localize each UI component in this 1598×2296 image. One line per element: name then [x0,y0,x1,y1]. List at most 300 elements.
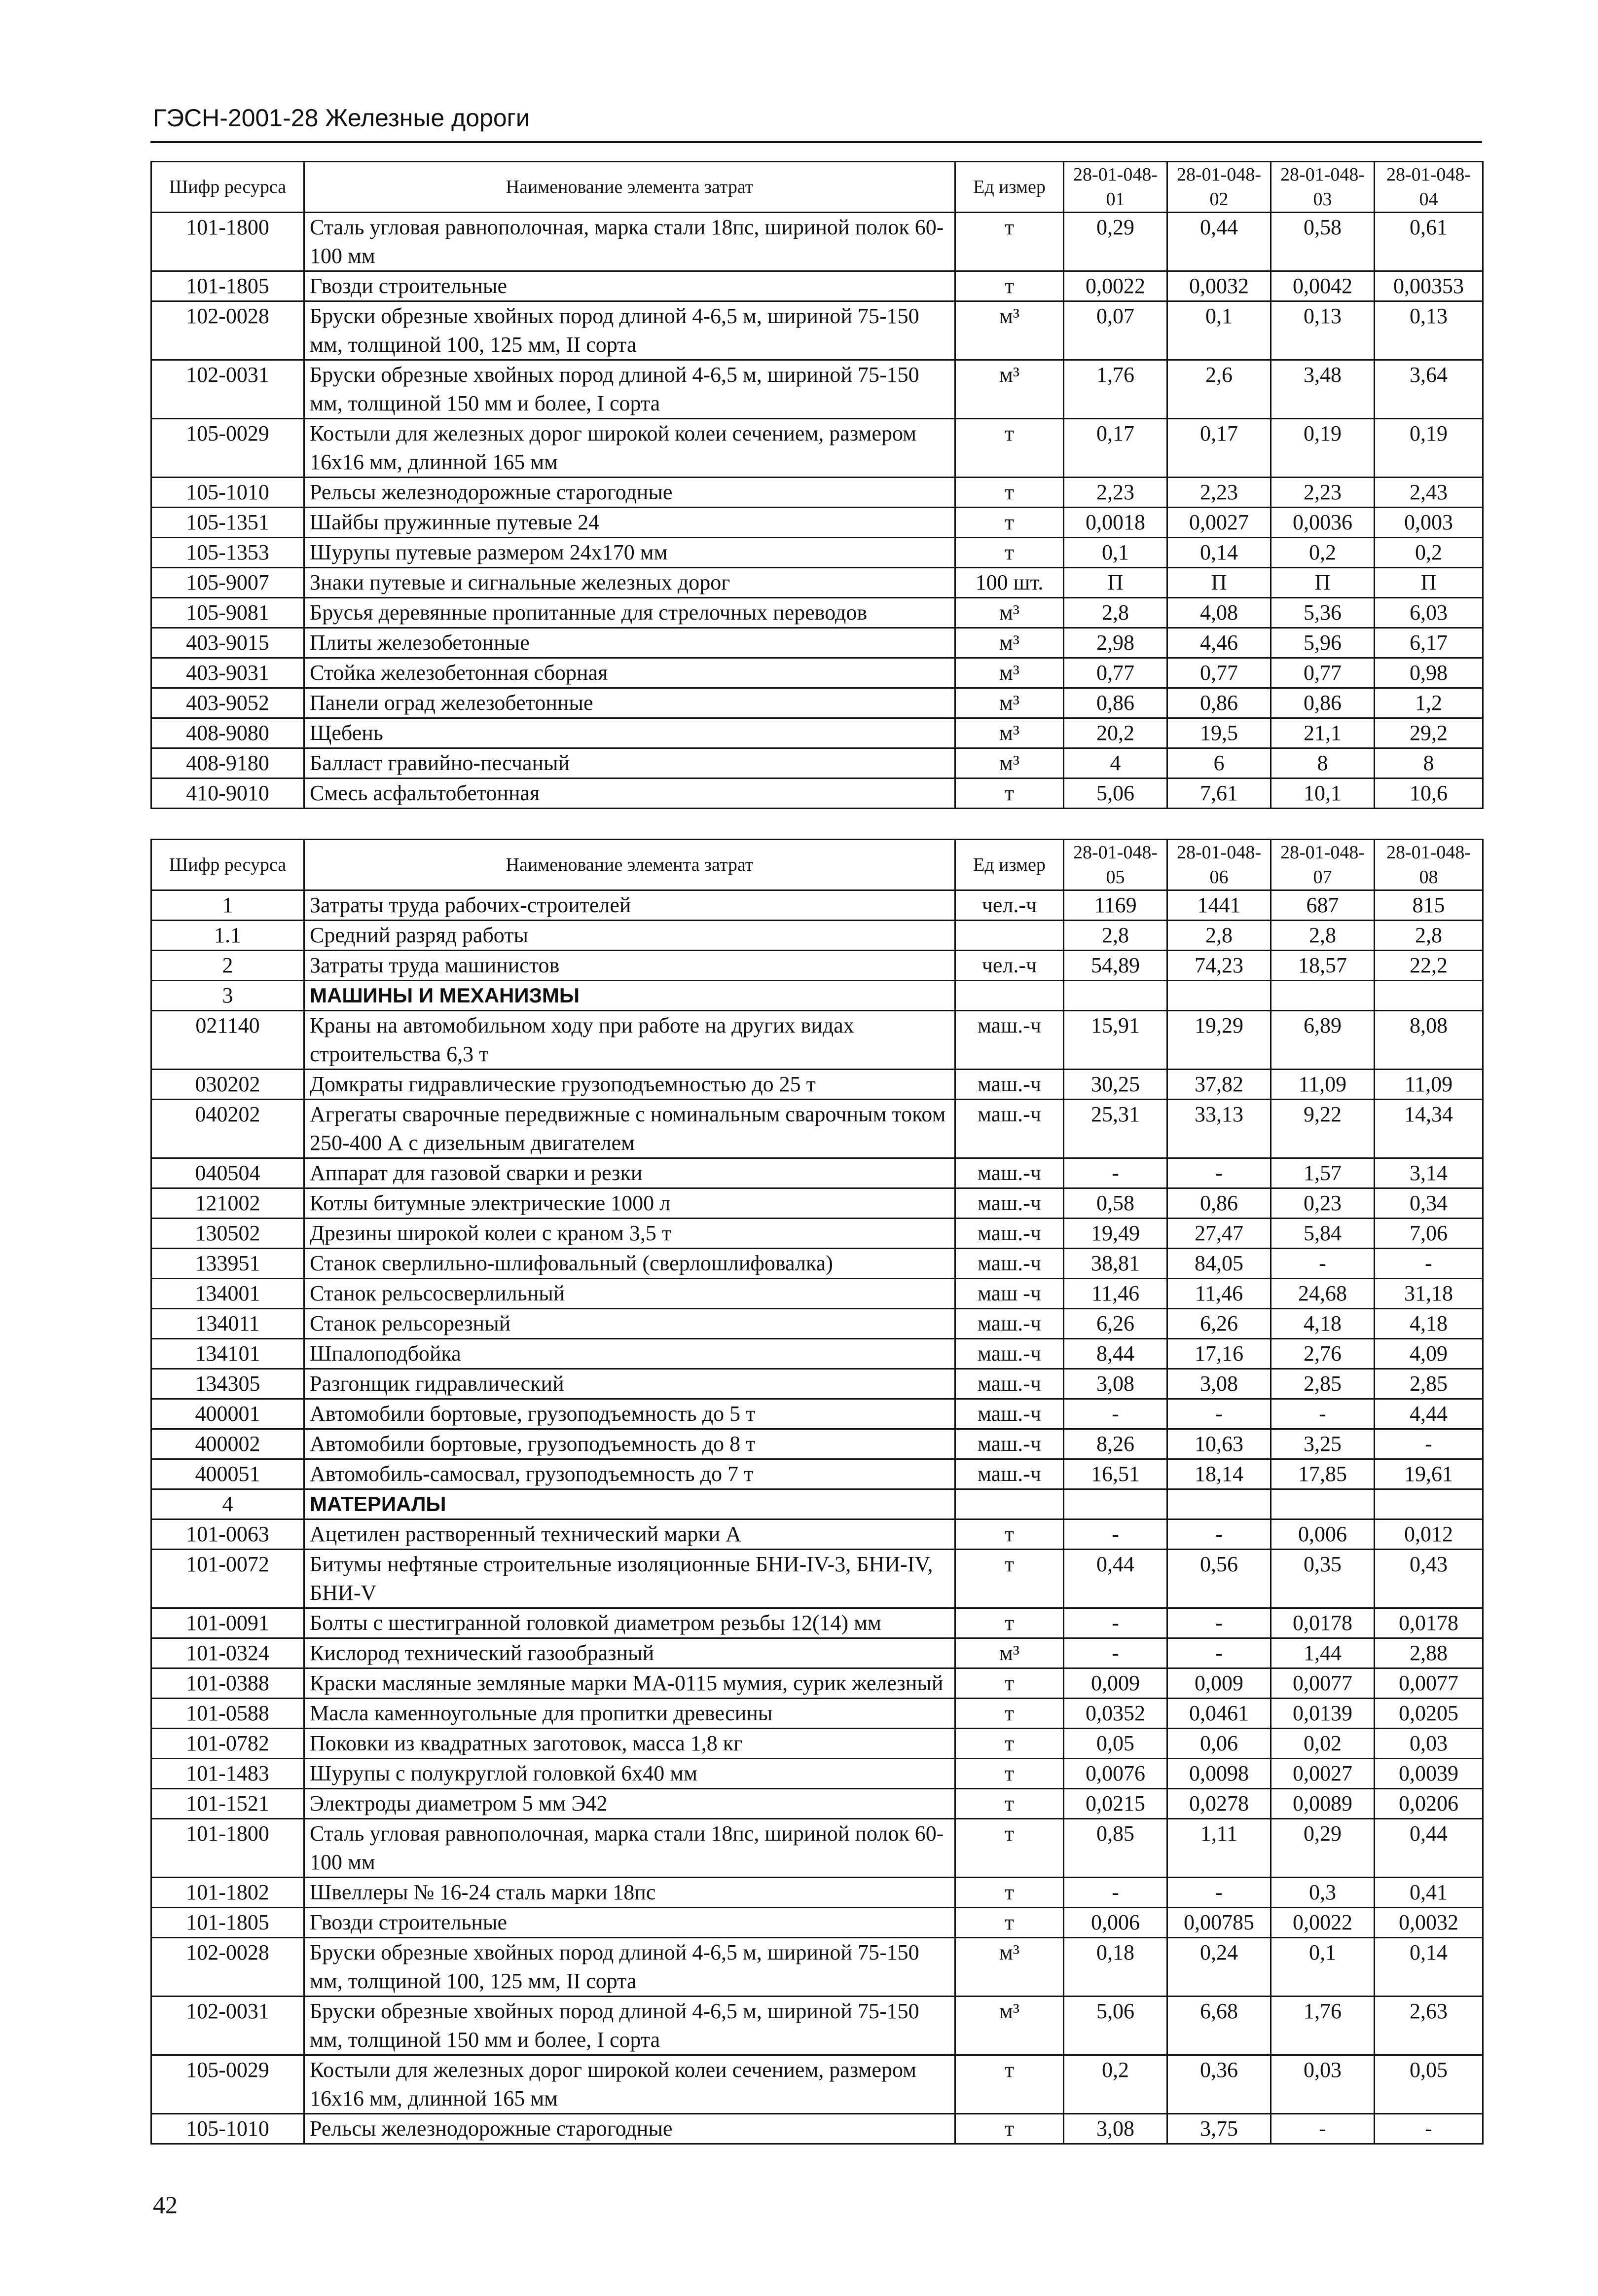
resource-table-2 [150,839,1484,2145]
value-cell: 0,0139 [1271,1699,1375,1729]
unit-cell: т [955,1759,1064,1789]
table-row [151,1249,1483,1279]
resource-code-cell: 040202 [151,1100,304,1158]
table-body [151,213,1483,809]
unit-cell: т [955,2114,1064,2144]
resource-code-cell: 4 [151,1489,304,1519]
resource-name-cell: Брусья деревянные пропитанные для стрелочных переводов [304,598,955,628]
value-cell: 16,51 [1064,1459,1167,1489]
value-cell: 10,6 [1375,778,1483,809]
resource-code-cell: 101-0072 [151,1550,304,1608]
resource-name-cell: МАШИНЫ И МЕХАНИЗМЫ [304,981,955,1011]
value-cell: 0,86 [1167,1188,1271,1219]
unit-cell: маш.-ч [955,1070,1064,1100]
table-row [151,1070,1483,1100]
value-cell: - [1167,1399,1271,1429]
resource-code-cell: 021140 [151,1011,304,1070]
resource-code-cell: 101-1800 [151,213,304,271]
value-cell: 0,00353 [1375,271,1483,301]
value-cell: 2,98 [1064,628,1167,658]
value-cell: 0,77 [1271,658,1375,688]
resource-code-cell: 040504 [151,1158,304,1188]
value-cell: 2,85 [1271,1369,1375,1399]
value-cell: - [1271,2114,1375,2144]
resource-code-cell: 101-0782 [151,1729,304,1759]
value-cell: 0,23 [1271,1188,1375,1219]
table-row [151,1938,1483,1997]
header-col-7: 28-01-048-07 [1271,840,1375,890]
unit-cell: т [955,2055,1064,2114]
value-cell: 0,1 [1271,1938,1375,1997]
value-cell: 0,34 [1375,1188,1483,1219]
value-cell: 0,77 [1167,658,1271,688]
value-cell: - [1375,1249,1483,1279]
value-cell: 0,35 [1271,1550,1375,1608]
value-cell: 0,00785 [1167,1908,1271,1938]
value-cell: 8,08 [1375,1011,1483,1070]
header-col-4: 28-01-048-04 [1375,162,1483,213]
resource-code-cell: 105-9081 [151,598,304,628]
resource-code-cell: 408-9080 [151,718,304,748]
value-cell: 84,05 [1167,1249,1271,1279]
value-cell: 0,05 [1375,2055,1483,2114]
value-cell: - [1167,1519,1271,1550]
value-cell: 38,81 [1064,1249,1167,1279]
value-cell: 18,57 [1271,951,1375,981]
value-cell: 687 [1271,890,1375,921]
value-cell: 0,14 [1167,538,1271,568]
resource-code-cell: 102-0031 [151,360,304,419]
value-cell: 5,36 [1271,598,1375,628]
value-cell [1375,981,1483,1011]
value-cell: 21,1 [1271,718,1375,748]
resource-name-cell: Станок рельсорезный [304,1309,955,1339]
value-cell: 0,2 [1064,2055,1167,2114]
unit-cell: т [955,538,1064,568]
value-cell: 10,63 [1167,1429,1271,1459]
value-cell: 0,0076 [1064,1759,1167,1789]
value-cell: 2,85 [1375,1369,1483,1399]
unit-cell: м³ [955,628,1064,658]
value-cell: 0,0027 [1167,508,1271,538]
resource-code-cell: 400002 [151,1429,304,1459]
value-cell: 1,76 [1271,1997,1375,2055]
value-cell: 6,68 [1167,1997,1271,2055]
value-cell: 19,5 [1167,718,1271,748]
value-cell: 3,25 [1271,1429,1375,1459]
value-cell: П [1167,568,1271,598]
value-cell: 29,2 [1375,718,1483,748]
value-cell: 0,009 [1167,1668,1271,1699]
table-row [151,1188,1483,1219]
value-cell: 0,0178 [1375,1608,1483,1638]
resource-name-cell: Кислород технический газообразный [304,1638,955,1668]
resource-name-cell: Бруски обрезные хвойных пород длиной 4-6,5 м, шириной 75-150 мм, толщиной 150 мм и более, I сорта [304,360,955,419]
value-cell: 19,29 [1167,1011,1271,1070]
value-cell: 2,63 [1375,1997,1483,2055]
value-cell: 9,22 [1271,1100,1375,1158]
table-row [151,1608,1483,1638]
value-cell: 0,36 [1167,2055,1271,2114]
resource-code-cell: 101-0388 [151,1668,304,1699]
table-row [151,1369,1483,1399]
resource-name-cell: Автомобили бортовые, грузоподъемность до 5 т [304,1399,955,1429]
resource-name-cell: Поковки из квадратных заготовок, масса 1,8 кг [304,1729,955,1759]
resource-code-cell: 134101 [151,1339,304,1369]
value-cell: 2,8 [1167,921,1271,951]
value-cell: 0,19 [1375,419,1483,478]
value-cell: 4,18 [1375,1309,1483,1339]
resource-name-cell: Масла каменноугольные для пропитки древесины [304,1699,955,1729]
value-cell: 0,44 [1167,213,1271,271]
resource-name-cell: Стойка железобетонная сборная [304,658,955,688]
value-cell: 5,06 [1064,778,1167,809]
value-cell: 0,0042 [1271,271,1375,301]
resource-name-cell: Краны на автомобильном ходу при работе на других видах строительства 6,3 т [304,1011,955,1070]
value-cell: - [1064,1399,1167,1429]
value-cell: - [1167,1878,1271,1908]
value-cell [1064,981,1167,1011]
resource-name-cell: Костыли для железных дорог широкой колеи сечением, размером 16х16 мм, длинной 165 мм [304,2055,955,2114]
value-cell: 19,61 [1375,1459,1483,1489]
resource-code-cell: 134011 [151,1309,304,1339]
value-cell: 0,05 [1064,1729,1167,1759]
resource-name-cell: Бруски обрезные хвойных пород длиной 4-6,5 м, шириной 75-150 мм, толщиной 100, 125 мм, II сорта [304,301,955,360]
resource-code-cell: 105-0029 [151,419,304,478]
table-row [151,213,1483,271]
table-row [151,1158,1483,1188]
unit-cell: 100 шт. [955,568,1064,598]
value-cell: 0,0089 [1271,1789,1375,1819]
value-cell: 2,88 [1375,1638,1483,1668]
value-cell [1271,981,1375,1011]
unit-cell: чел.-ч [955,951,1064,981]
resource-name-cell: Шурупы с полукруглой головкой 6х40 мм [304,1759,955,1789]
resource-code-cell: 105-0029 [151,2055,304,2114]
value-cell: 14,34 [1375,1100,1483,1158]
value-cell: 0,0352 [1064,1699,1167,1729]
value-cell: 0,009 [1064,1668,1167,1699]
unit-cell: маш.-ч [955,1399,1064,1429]
value-cell: 24,68 [1271,1279,1375,1309]
header-name: Наименование элемента затрат [304,840,955,890]
value-cell: 0,1 [1167,301,1271,360]
table-row [151,301,1483,360]
unit-cell: маш -ч [955,1279,1064,1309]
value-cell: 3,08 [1064,1369,1167,1399]
resource-name-cell: Рельсы железнодорожные старогодные [304,478,955,508]
value-cell: 1,2 [1375,688,1483,718]
table-row [151,2114,1483,2144]
value-cell: 0,0022 [1271,1908,1375,1938]
value-cell: 2,43 [1375,478,1483,508]
value-cell: 17,16 [1167,1339,1271,1369]
table-row [151,1219,1483,1249]
value-cell: 1,44 [1271,1638,1375,1668]
value-cell: 2,8 [1271,921,1375,951]
resource-name-cell: Котлы битумные электрические 1000 л [304,1188,955,1219]
table-row [151,658,1483,688]
value-cell: 4,46 [1167,628,1271,658]
value-cell: 0,0039 [1375,1759,1483,1789]
resource-code-cell: 2 [151,951,304,981]
unit-cell: т [955,478,1064,508]
resource-name-cell: Шпалоподбойка [304,1339,955,1369]
value-cell: 2,23 [1167,478,1271,508]
value-cell: 0,006 [1064,1908,1167,1938]
value-cell: 1441 [1167,890,1271,921]
unit-cell: т [955,508,1064,538]
table-row [151,508,1483,538]
value-cell: 0,44 [1064,1550,1167,1608]
resource-code-cell: 101-0324 [151,1638,304,1668]
table-row [151,1339,1483,1369]
value-cell: 0,0032 [1375,1908,1483,1938]
value-cell: 3,75 [1167,2114,1271,2144]
table-row [151,628,1483,658]
value-cell: 0,0077 [1375,1668,1483,1699]
header-rule [150,141,1482,143]
value-cell: 0,13 [1375,301,1483,360]
resource-code-cell: 105-1010 [151,2114,304,2144]
resource-name-cell: Бруски обрезные хвойных пород длиной 4-6,5 м, шириной 75-150 мм, толщиной 150 мм и более, I сорта [304,1997,955,2055]
resource-code-cell: 101-0588 [151,1699,304,1729]
value-cell [1064,1489,1167,1519]
value-cell: 5,96 [1271,628,1375,658]
table-row [151,890,1483,921]
resource-name-cell: Затраты труда рабочих-строителей [304,890,955,921]
value-cell: 2,8 [1064,598,1167,628]
value-cell: 2,6 [1167,360,1271,419]
resource-code-cell: 102-0031 [151,1997,304,2055]
resource-name-cell: Аппарат для газовой сварки и резки [304,1158,955,1188]
resource-code-cell: 403-9015 [151,628,304,658]
unit-cell: маш.-ч [955,1339,1064,1369]
value-cell: 2,8 [1064,921,1167,951]
table-row [151,568,1483,598]
value-cell: 0,0036 [1271,508,1375,538]
unit-cell: т [955,1550,1064,1608]
table-row [151,419,1483,478]
resource-code-cell: 403-9052 [151,688,304,718]
resource-code-cell: 101-1805 [151,271,304,301]
value-cell: 3,48 [1271,360,1375,419]
resource-name-cell: Битумы нефтяные строительные изоляционные БНИ-IV-3, БНИ-IV, БНИ-V [304,1550,955,1608]
value-cell: 0,2 [1375,538,1483,568]
value-cell: 4,09 [1375,1339,1483,1369]
value-cell: 0,03 [1375,1729,1483,1759]
resource-name-cell: Рельсы железнодорожные старогодные [304,2114,955,2144]
header-row [151,840,1483,890]
table-row [151,1489,1483,1519]
value-cell: 25,31 [1064,1100,1167,1158]
resource-name-cell: Бруски обрезные хвойных пород длиной 4-6,5 м, шириной 75-150 мм, толщиной 100, 125 мм, II сорта [304,1938,955,1997]
unit-cell: маш.-ч [955,1459,1064,1489]
header-col-8: 28-01-048-08 [1375,840,1483,890]
table-row [151,921,1483,951]
resource-code-cell: 130502 [151,1219,304,1249]
value-cell: 0,006 [1271,1519,1375,1550]
value-cell: 0,24 [1167,1938,1271,1997]
value-cell: 4 [1064,748,1167,778]
value-cell: - [1064,1608,1167,1638]
resource-name-cell: Ацетилен растворенный технический марки А [304,1519,955,1550]
table-row [151,688,1483,718]
resource-name-cell: Швеллеры № 16-24 сталь марки 18пс [304,1878,955,1908]
value-cell: 0,17 [1167,419,1271,478]
unit-cell: маш.-ч [955,1249,1064,1279]
resource-name-cell: Дрезины широкой колеи с краном 3,5 т [304,1219,955,1249]
value-cell: 11,46 [1064,1279,1167,1309]
resource-name-cell: Панели оград железобетонные [304,688,955,718]
header-col-1: 28-01-048-01 [1064,162,1167,213]
value-cell: 0,61 [1375,213,1483,271]
header-col-5: 28-01-048-05 [1064,840,1167,890]
resource-name-cell: Электроды диаметром 5 мм Э42 [304,1789,955,1819]
value-cell: 0,0027 [1271,1759,1375,1789]
value-cell: 2,23 [1064,478,1167,508]
value-cell: - [1064,1638,1167,1668]
value-cell: 3,14 [1375,1158,1483,1188]
unit-cell: м³ [955,718,1064,748]
value-cell: 0,0461 [1167,1699,1271,1729]
value-cell: 6,89 [1271,1011,1375,1070]
resource-name-cell: Балласт гравийно-песчаный [304,748,955,778]
table-row [151,1729,1483,1759]
value-cell: 0,06 [1167,1729,1271,1759]
value-cell: - [1167,1608,1271,1638]
unit-cell: м³ [955,301,1064,360]
value-cell: 19,49 [1064,1219,1167,1249]
value-cell: 5,06 [1064,1997,1167,2055]
table-header [151,840,1483,890]
value-cell: - [1064,1519,1167,1550]
value-cell: 22,2 [1375,951,1483,981]
resource-code-cell: 121002 [151,1188,304,1219]
header-row [151,162,1483,213]
table-row [151,1279,1483,1309]
resource-code-cell: 105-1351 [151,508,304,538]
value-cell: 0,0215 [1064,1789,1167,1819]
table-row [151,1011,1483,1070]
value-cell: 11,09 [1271,1070,1375,1100]
resource-code-cell: 408-9180 [151,748,304,778]
value-cell: 0,0205 [1375,1699,1483,1729]
value-cell: 7,06 [1375,1219,1483,1249]
value-cell: 0,0032 [1167,271,1271,301]
table-row [151,951,1483,981]
resource-code-cell: 1.1 [151,921,304,951]
unit-cell: м³ [955,688,1064,718]
resource-name-cell: Краски масляные земляные марки МА-0115 мумия, сурик железный [304,1668,955,1699]
unit-cell [955,981,1064,1011]
value-cell: 6,03 [1375,598,1483,628]
value-cell: 0,98 [1375,658,1483,688]
value-cell: 0,43 [1375,1550,1483,1608]
value-cell: 0,0098 [1167,1759,1271,1789]
unit-cell: м³ [955,1997,1064,2055]
value-cell: 6,26 [1167,1309,1271,1339]
unit-cell: т [955,1908,1064,1938]
value-cell: П [1271,568,1375,598]
unit-cell: маш.-ч [955,1309,1064,1339]
value-cell [1375,1489,1483,1519]
table-row [151,1789,1483,1819]
header-col-2: 28-01-048-02 [1167,162,1271,213]
value-cell: 0,56 [1167,1550,1271,1608]
value-cell: 30,25 [1064,1070,1167,1100]
value-cell: 27,47 [1167,1219,1271,1249]
resource-code-cell: 1 [151,890,304,921]
unit-cell: т [955,1668,1064,1699]
value-cell: 0,85 [1064,1819,1167,1878]
resource-code-cell: 101-1802 [151,1878,304,1908]
value-cell [1167,981,1271,1011]
value-cell: 6 [1167,748,1271,778]
header-unit: Ед измер [955,162,1064,213]
value-cell: 1,76 [1064,360,1167,419]
running-header: ГЭСН-2001-28 Железные дороги [153,104,530,132]
unit-cell: т [955,1519,1064,1550]
value-cell: 4,44 [1375,1399,1483,1429]
header-col-3: 28-01-048-03 [1271,162,1375,213]
resource-name-cell: Разгонщик гидравлический [304,1369,955,1399]
value-cell: 0,41 [1375,1878,1483,1908]
table-row [151,1309,1483,1339]
unit-cell: т [955,1699,1064,1729]
unit-cell: маш.-ч [955,1100,1064,1158]
resource-code-cell: 134001 [151,1279,304,1309]
value-cell: - [1064,1878,1167,1908]
value-cell: 815 [1375,890,1483,921]
value-cell: - [1271,1399,1375,1429]
value-cell: 31,18 [1375,1279,1483,1309]
value-cell: 0,02 [1271,1729,1375,1759]
resource-code-cell: 102-0028 [151,1938,304,1997]
value-cell: 2,8 [1375,921,1483,951]
unit-cell: т [955,1878,1064,1908]
value-cell: 7,61 [1167,778,1271,809]
value-cell: 4,08 [1167,598,1271,628]
header-code: Шифр ресурса [151,840,304,890]
value-cell [1271,1489,1375,1519]
value-cell: - [1271,1249,1375,1279]
resource-code-cell: 134305 [151,1369,304,1399]
value-cell: 15,91 [1064,1011,1167,1070]
value-cell: 1169 [1064,890,1167,921]
value-cell: 0,03 [1271,2055,1375,2114]
unit-cell: маш.-ч [955,1188,1064,1219]
value-cell: 1,11 [1167,1819,1271,1878]
value-cell: 0,0206 [1375,1789,1483,1819]
unit-cell: т [955,1819,1064,1878]
unit-cell: т [955,419,1064,478]
resource-name-cell: Затраты труда машинистов [304,951,955,981]
value-cell: 11,09 [1375,1070,1483,1100]
value-cell: 0,003 [1375,508,1483,538]
unit-cell [955,921,1064,951]
resource-name-cell: Шайбы пружинные путевые 24 [304,508,955,538]
table-row [151,1819,1483,1878]
value-cell: 0,0022 [1064,271,1167,301]
header-col-6: 28-01-048-06 [1167,840,1271,890]
resource-code-cell: 400051 [151,1459,304,1489]
table-body [151,890,1483,2144]
resource-code-cell: 403-9031 [151,658,304,688]
value-cell: 0,58 [1271,213,1375,271]
resource-code-cell: 102-0028 [151,301,304,360]
table-row [151,1550,1483,1608]
